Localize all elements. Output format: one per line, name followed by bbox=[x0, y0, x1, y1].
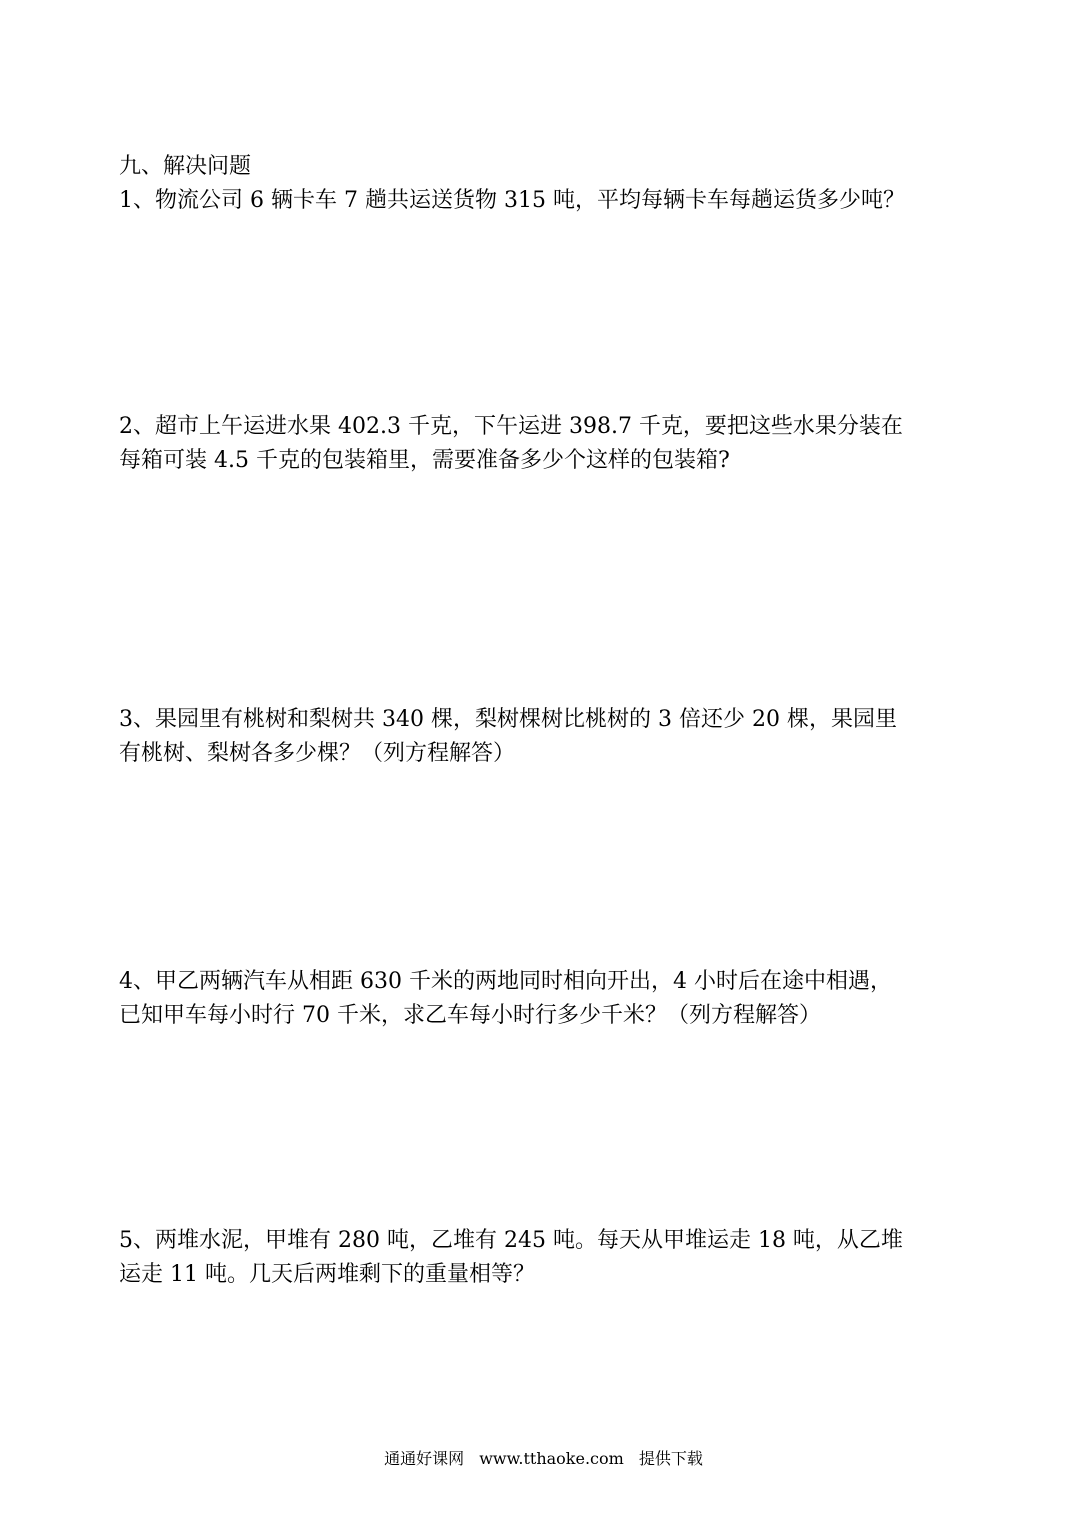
question-5-line-2: 运走 11 吨。几天后两堆剩下的重量相等？ bbox=[119, 1262, 535, 1287]
question-4-line-1: 4、甲乙两辆汽车从相距 630 千米的两地同时相向开出，4 小时后在途中相遇， bbox=[119, 969, 892, 994]
question-2 bbox=[119, 410, 979, 478]
page-footer bbox=[0, 1447, 1087, 1471]
question-5 bbox=[119, 1224, 979, 1292]
question-4 bbox=[119, 965, 979, 1033]
section-title: 九、解决问题 bbox=[119, 154, 252, 179]
question-4-line-2: 已知甲车每小时行 70 千米，求乙车每小时行多少千米？（列方程解答） bbox=[119, 1003, 821, 1028]
question-2-line-2: 每箱可装 4.5 千克的包装箱里，需要准备多少个这样的包装箱? bbox=[119, 448, 730, 473]
question-3-line-1: 3、果园里有桃树和梨树共 340 棵，梨树棵树比桃树的 3 倍还少 20 棵，果园里 bbox=[119, 707, 897, 732]
question-5-line-1: 5、两堆水泥，甲堆有 280 吨，乙堆有 245 吨。每天从甲堆运走 18 吨，从乙堆 bbox=[119, 1228, 903, 1253]
footer-site-name: 通通好课网 bbox=[384, 1449, 465, 1468]
footer-suffix: 提供下载 bbox=[638, 1449, 703, 1468]
question-3 bbox=[119, 703, 979, 771]
question-3-line-2: 有桃树、梨树各多少棵？（列方程解答） bbox=[119, 741, 516, 766]
question-2-line-1: 2、超市上午运进水果 402.3 千克，下午运进 398.7 千克，要把这些水果分装在 bbox=[119, 414, 903, 439]
question-1 bbox=[119, 184, 979, 218]
question-1-line-1: 1、物流公司 6 辆卡车 7 趟共运送货物 315 吨，平均每辆卡车每趟运货多少吨？ bbox=[119, 188, 905, 213]
footer-url: www.tthaoke.com bbox=[479, 1449, 624, 1468]
